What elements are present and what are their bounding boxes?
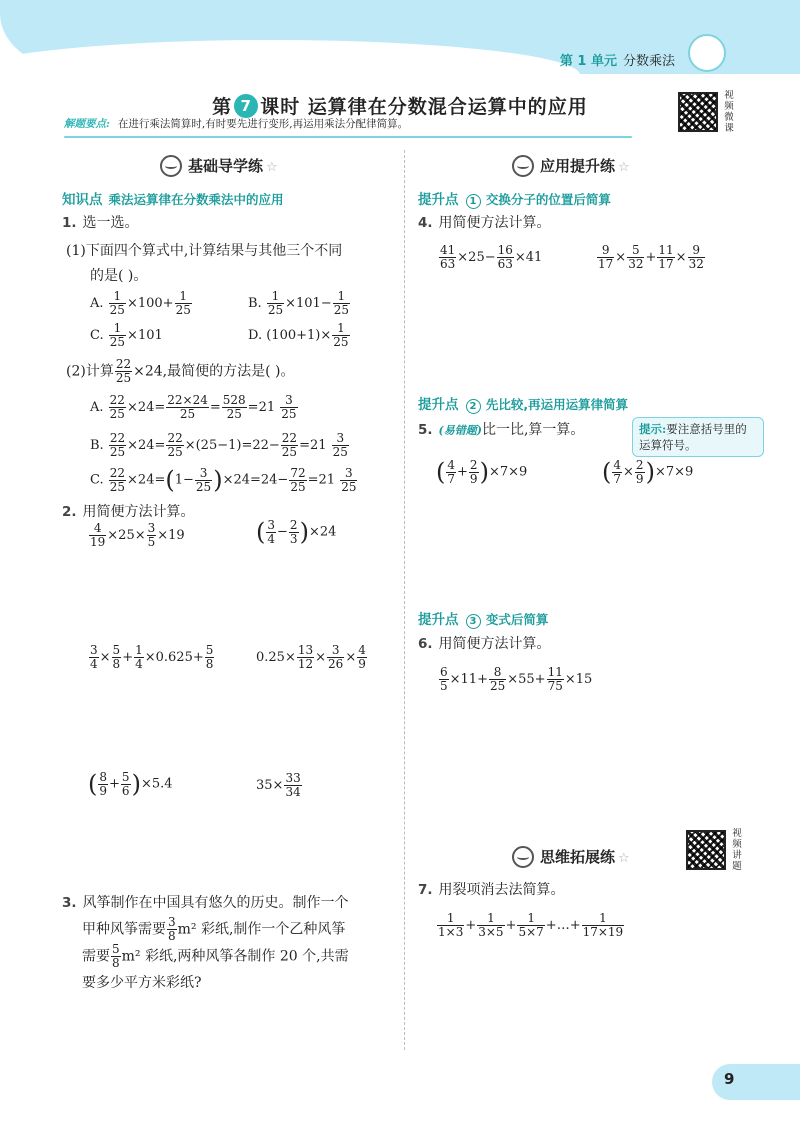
q5-expr-2: ( $\frac{4}{7}$ × $\frac{2}{9}$ )×7×9	[602, 457, 694, 486]
q1-2-option-c[interactable]: C. $\frac{22}{25}$ ×24=(1− $\frac{3}{25}$ )×24=24− $\frac{72}{25}$ =21 $\frac{3}{25}$	[90, 465, 357, 494]
point-3: 提升点 3 变式后简算	[418, 612, 549, 628]
q3: 3. 风筝制作在中国具有悠久的历史。制作一个 甲种风筝需要 $\frac{3}{8}$ m² 彩纸,制作一个乙种风筝 需要 $\frac{5}{8}$ m² 彩纸,两种风筝各制作 20 个,共需 要多少平方米彩纸?	[62, 895, 349, 991]
q4-expr-2: $\frac{9}{17}$ × $\frac{5}{32}$ + $\frac{11}{17}$ × $\frac{9}{32}$	[598, 243, 704, 271]
hint-box: 提示:要注意括号里的运算符号。	[632, 417, 764, 457]
q2-expr-2: ( $\frac{3}{4}$ − $\frac{2}{3}$ )×24	[256, 517, 337, 546]
qr2-caption: 视频讲题	[732, 828, 742, 872]
q1-option-c[interactable]: C. $\frac{1}{25}$ ×101	[90, 321, 163, 349]
q2-expr-3: $\frac{3}{4}$ × $\frac{5}{8}$ + $\frac{1}{4}$ ×0.625+ $\frac{5}{8}$	[90, 643, 214, 671]
qr-caption: 视频微课	[724, 90, 734, 134]
mascot-icon	[688, 34, 726, 72]
q5: 5. (易错题)比一比,算一算。	[418, 422, 585, 438]
mascot-face-icon	[512, 155, 534, 177]
q1-option-d[interactable]: D. (100+1)× $\frac{1}{25}$	[248, 321, 349, 349]
q4-expr-1: $\frac{41}{63}$ ×25− $\frac{16}{63}$ ×41	[440, 243, 543, 271]
star-icon: ☆	[618, 851, 630, 866]
point-1: 提升点 1 交换分子的位置后简算	[418, 192, 611, 208]
knowledge-point: 知识点 乘法运算律在分数乘法中的应用	[62, 192, 284, 208]
q1: 1. 选一选。	[62, 215, 139, 231]
q2: 2. 用简便方法计算。	[62, 504, 195, 520]
q1-option-b[interactable]: B. $\frac{1}{25}$ ×101− $\frac{1}{25}$	[248, 289, 349, 317]
q6: 6. 用简便方法计算。	[418, 636, 551, 652]
page-number: 9	[724, 1070, 735, 1088]
q1-part2: (2)计算 $\frac{22}{25}$ ×24,最简便的方法是( )。	[66, 357, 295, 385]
section-basic: 基础导学练 ☆	[160, 155, 278, 177]
section-extension: 思维拓展练 ☆	[512, 846, 630, 868]
page-title: 第 7 课时 运算律在分数混合运算中的应用	[212, 96, 588, 118]
q1-option-a[interactable]: A. $\frac{1}{25}$ ×100+ $\frac{1}{25}$	[90, 289, 191, 317]
mascot-face-icon	[512, 846, 534, 868]
tip-underline	[64, 136, 632, 138]
star-icon: ☆	[266, 160, 278, 175]
unit-label: 第 1 单元 分数乘法	[559, 54, 675, 69]
q2-expr-1: $\frac{4}{19}$ ×25× $\frac{3}{5}$ ×19	[90, 521, 185, 549]
qr-code-2-icon[interactable]	[686, 830, 726, 870]
q2-expr-4: 0.25× $\frac{13}{12}$ × $\frac{3}{26}$ × $\frac{4}{9}$	[256, 643, 366, 671]
star-icon: ☆	[618, 160, 630, 175]
q5-expr-1: ( $\frac{4}{7}$ + $\frac{2}{9}$ )×7×9	[436, 457, 528, 486]
q4: 4. 用简便方法计算。	[418, 215, 551, 231]
qr-code-icon[interactable]	[678, 92, 718, 132]
point-2: 提升点 2 先比较,再运用运算律简算	[418, 397, 629, 413]
q2-expr-5: ( $\frac{8}{9}$ + $\frac{5}{6}$ )×5.4	[88, 769, 173, 798]
q1-part1-b: 的是( )。	[90, 268, 148, 284]
q7-expr: $\frac{1}{1\times 3}$ + $\frac{1}{3\times 5}$ + $\frac{1}{5\times 7}$ +…+ $\frac{1}{17\times 19}$	[438, 911, 624, 939]
section-advanced: 应用提升练 ☆	[512, 155, 630, 177]
q6-expr: $\frac{6}{5}$ ×11+ $\frac{8}{25}$ ×55+ $\frac{11}{75}$ ×15	[440, 665, 593, 693]
q7: 7. 用裂项消去法简算。	[418, 882, 565, 898]
mascot-face-icon	[160, 155, 182, 177]
q2-expr-6: 35× $\frac{33}{34}$	[256, 771, 301, 799]
tip-bar: 解题要点: 在进行乘法简算时,有时要先进行变形,再运用乘法分配律简算。	[64, 118, 409, 130]
q1-2-option-b[interactable]: B. $\frac{22}{25}$ ×24= $\frac{22}{25}$ ×(25−1)=22− $\frac{22}{25}$ =21 $\frac{3}{25}$	[90, 431, 348, 459]
q1-part1: (1)下面四个算式中,计算结果与其他三个不同	[66, 243, 343, 259]
column-divider	[404, 150, 405, 1050]
q1-2-option-a[interactable]: A. $\frac{22}{25}$ ×24= $\frac{22\times 24}{25}$ = $\frac{528}{25}$ =21 $\frac{3}{25}$	[90, 393, 297, 421]
